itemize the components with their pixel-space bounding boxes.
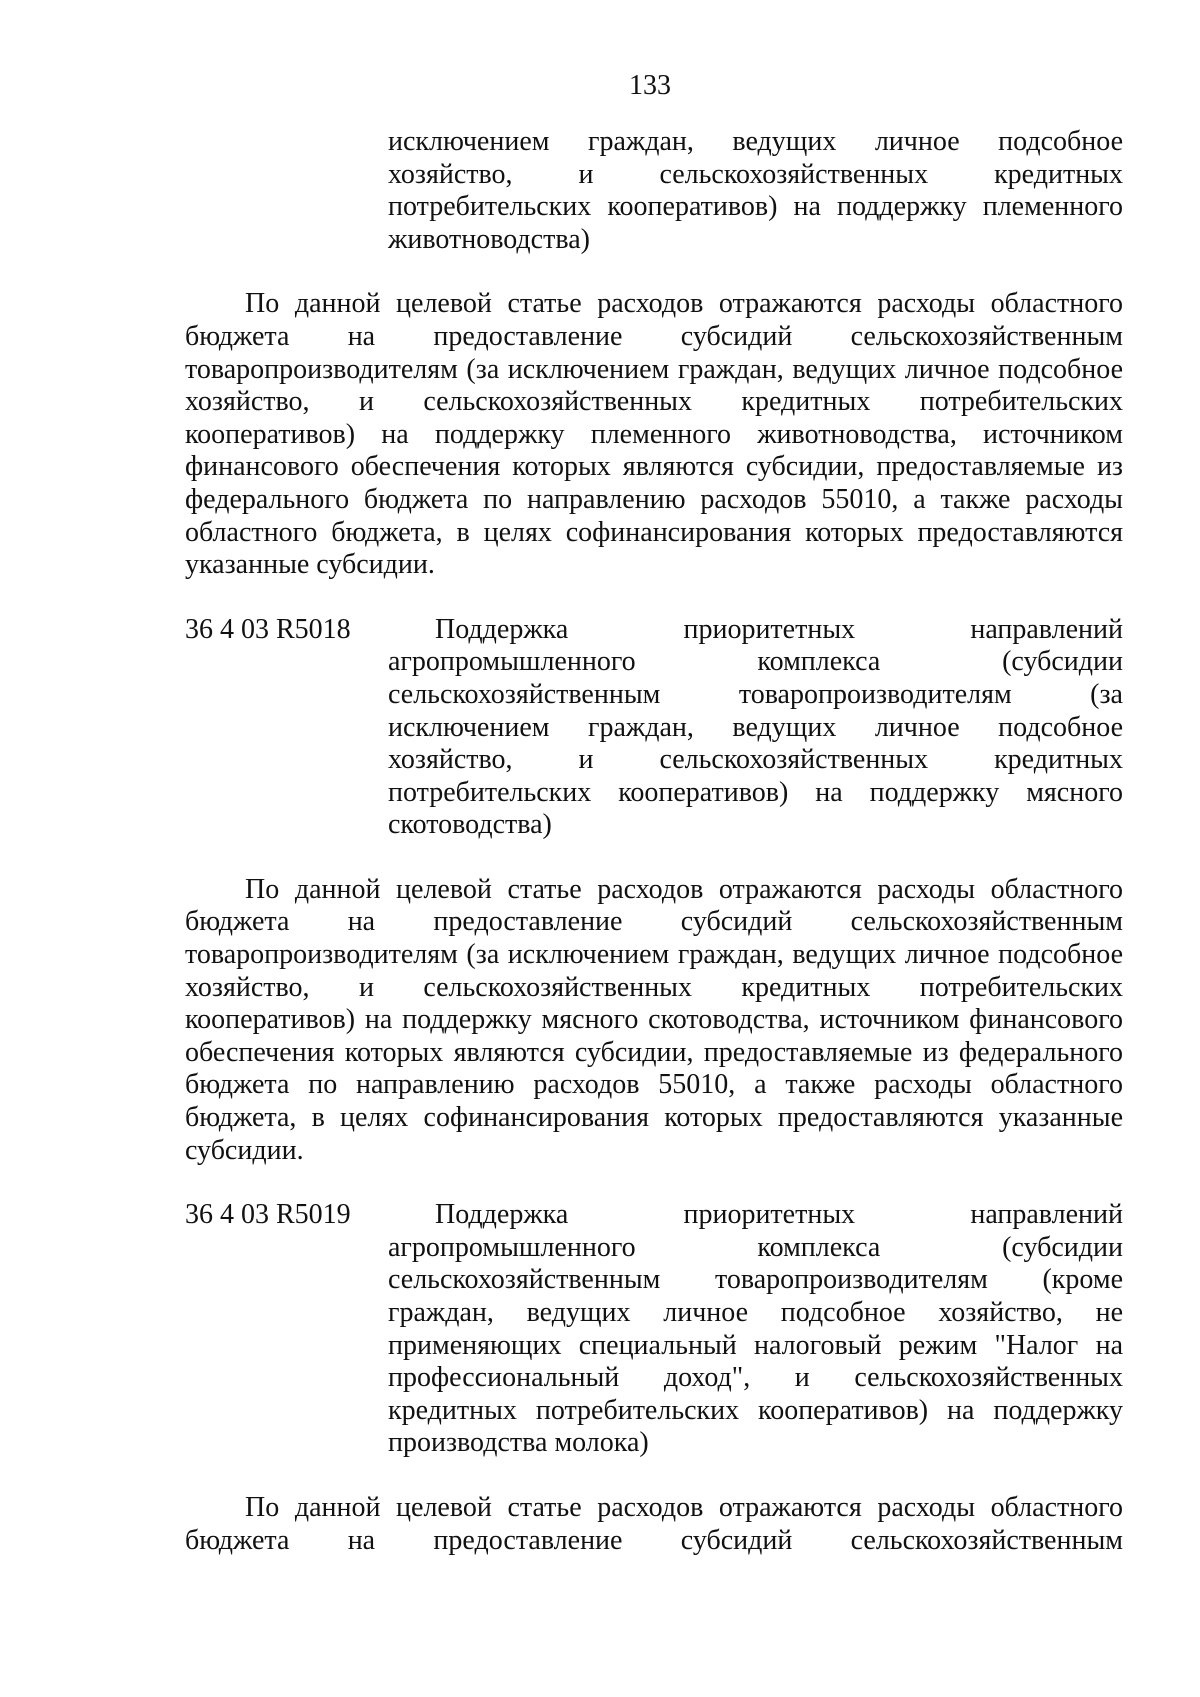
article-description: Поддержка приоритетных направлений агропромышленного комплекса (субсидии сельскохозяйственным товаропроизводителям (кроме граждан, ведущих личное подсобное хозяйство, не применяющих специальный налоговый режим "Налог на профессиональный доход", и сельскохозяйственных кредитных потребительских кооперативов) на поддержку производства молока): [388, 1199, 1123, 1459]
article-code: 36 4 03 R5018: [185, 613, 351, 645]
budget-article-entry: [185, 614, 1123, 842]
article-description-continued: исключением граждан, ведущих личное подсобное хозяйство, и сельскохозяйственных кредитных потребительских кооперативов) на поддержку племенного животноводства): [388, 126, 1123, 255]
article-description: Поддержка приоритетных направлений агропромышленного комплекса (субсидии сельскохозяйственным товаропроизводителям (за исключением граждан, ведущих личное подсобное хозяйство, и сельскохозяйственных кредитных потребительских кооперативов) на поддержку мясного скотоводства): [388, 613, 1123, 841]
document-body: [185, 126, 1123, 1557]
budget-article-entry: [185, 1199, 1123, 1460]
article-explanation-paragraph: По данной целевой статье расходов отражаются расходы областного бюджета на предоставление субсидий сельскохозяйственным товаропроизводителям (за исключением граждан, ведущих личное подсобное хозяйство, и сельскохозяйственных кредитных потребительских кооперативов) на поддержку племенного животноводства, источником финансового обеспечения которых являются субсидии, предоставляемые из федерального бюджета по направлению расходов 55010, а также расходы областного бюджета, в целях софинансирования которых предоставляются указанные субсидии.: [185, 288, 1123, 581]
page-number: 133: [629, 70, 671, 101]
article-explanation-paragraph: По данной целевой статье расходов отражаются расходы областного бюджета на предоставление субсидий сельскохозяйственным: [185, 1491, 1123, 1556]
article-explanation-paragraph: По данной целевой статье расходов отражаются расходы областного бюджета на предоставление субсидий сельскохозяйственным товаропроизводителям (за исключением граждан, ведущих личное подсобное хозяйство, и сельскохозяйственных кредитных потребительских кооперативов) на поддержку мясного скотоводства, источником финансового обеспечения которых являются субсидии, предоставляемые из федерального бюджета по направлению расходов 55010, а также расходы областного бюджета, в целях софинансирования которых предоставляются указанные субсидии.: [185, 873, 1123, 1166]
article-code: 36 4 03 R5019: [185, 1199, 351, 1231]
